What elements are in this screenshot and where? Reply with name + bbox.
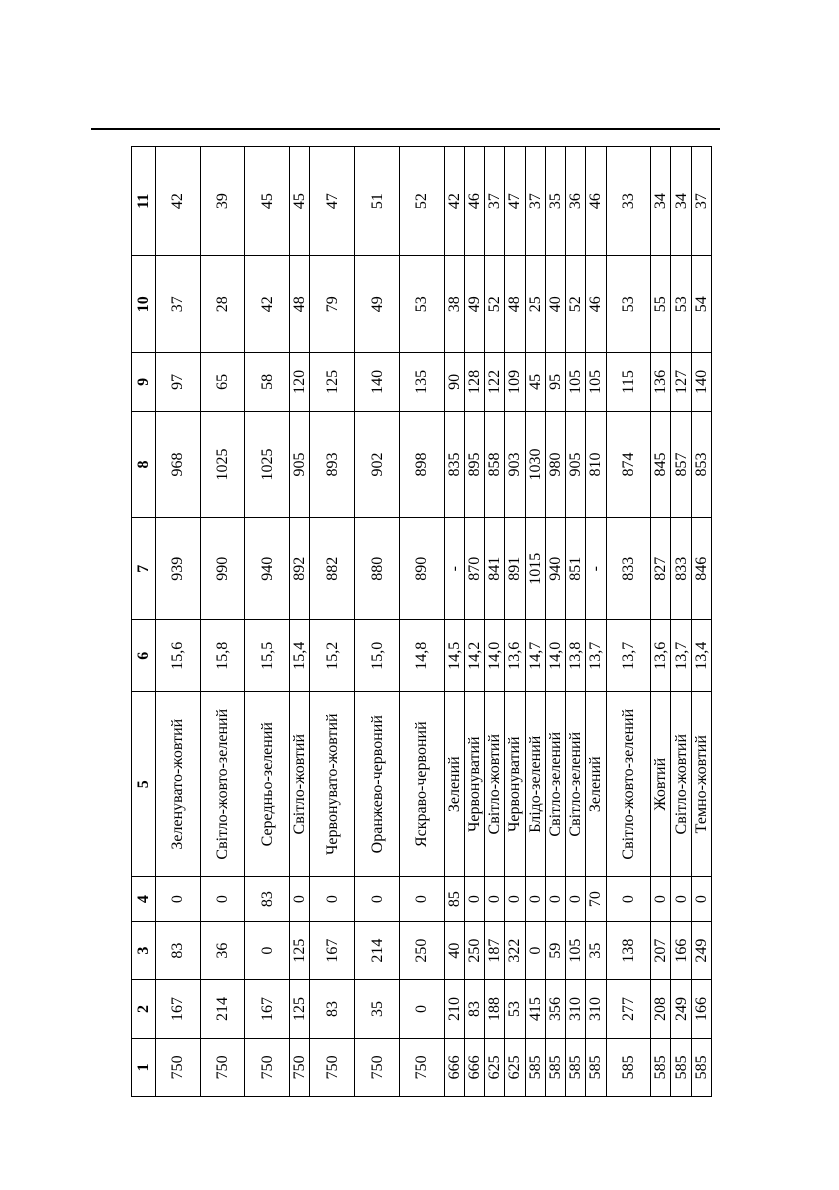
table-cell: 0 <box>505 877 525 922</box>
table-cell: 53 <box>505 980 525 1038</box>
table-cell: 585 <box>525 1038 545 1096</box>
table-cell: 585 <box>671 1038 691 1096</box>
table-cell: 14,5 <box>444 620 464 692</box>
table-cell: 79 <box>310 256 355 353</box>
table-cell: 585 <box>566 1038 586 1096</box>
table-cell: 115 <box>606 353 651 411</box>
table-cell: 0 <box>651 877 671 922</box>
table-cell: 893 <box>310 411 355 518</box>
table-cell: 83 <box>156 921 201 979</box>
table-cell: Темно-жовтий <box>691 692 711 877</box>
table-row <box>444 147 464 1097</box>
table-cell: 46 <box>464 147 484 256</box>
table-cell: 585 <box>651 1038 671 1096</box>
table-cell: 898 <box>399 411 444 518</box>
table-cell: 891 <box>505 518 525 620</box>
table-cell: 13,8 <box>566 620 586 692</box>
rotated-table-container <box>131 146 712 1097</box>
table-row <box>525 147 545 1097</box>
table-cell: 750 <box>399 1038 444 1096</box>
table-cell: Світло-зелений <box>566 692 586 877</box>
table-cell: 585 <box>586 1038 606 1096</box>
table-cell: 138 <box>606 921 651 979</box>
table-cell: 55 <box>651 256 671 353</box>
table-cell: 905 <box>290 411 310 518</box>
table-cell: 1025 <box>245 411 290 518</box>
table-cell: 37 <box>525 147 545 256</box>
table-cell: 52 <box>485 256 505 353</box>
table-cell: 1025 <box>200 411 245 518</box>
table-cell: Зелений <box>586 692 606 877</box>
column-header: 4 <box>132 877 156 922</box>
table-cell: 14,7 <box>525 620 545 692</box>
table-row <box>464 147 484 1097</box>
table-cell: Світло-жовтий <box>290 692 310 877</box>
table-cell: 42 <box>245 256 290 353</box>
table-cell: 47 <box>310 147 355 256</box>
column-header: 3 <box>132 921 156 979</box>
table-cell: 140 <box>355 353 400 411</box>
table-cell: 356 <box>545 980 565 1038</box>
table-cell: 833 <box>671 518 691 620</box>
table-cell: 310 <box>586 980 606 1038</box>
table-cell: 625 <box>485 1038 505 1096</box>
table-row <box>156 147 201 1097</box>
table-cell: 15,6 <box>156 620 201 692</box>
table-cell: 208 <box>651 980 671 1038</box>
table-cell: 874 <box>606 411 651 518</box>
table-cell: 940 <box>545 518 565 620</box>
table-cell: 310 <box>566 980 586 1038</box>
table-cell: 42 <box>156 147 201 256</box>
table-cell: 0 <box>525 921 545 979</box>
table-cell: 905 <box>566 411 586 518</box>
table-cell: - <box>586 518 606 620</box>
table-cell: 48 <box>290 256 310 353</box>
table-cell: 127 <box>671 353 691 411</box>
table-cell: 0 <box>566 877 586 922</box>
table-cell: 939 <box>156 518 201 620</box>
column-header: 5 <box>132 692 156 877</box>
table-row <box>566 147 586 1097</box>
table-cell: 250 <box>464 921 484 979</box>
table-cell: 105 <box>566 353 586 411</box>
table-cell: 666 <box>444 1038 464 1096</box>
table-cell: 28 <box>200 256 245 353</box>
table-cell: 14,2 <box>464 620 484 692</box>
table-cell: 125 <box>310 353 355 411</box>
table-cell: 0 <box>691 877 711 922</box>
table-cell: 750 <box>156 1038 201 1096</box>
table-cell: 90 <box>444 353 464 411</box>
table-cell: 13,7 <box>606 620 651 692</box>
table-cell: 585 <box>691 1038 711 1096</box>
table-cell: 48 <box>505 256 525 353</box>
table-cell: 853 <box>691 411 711 518</box>
table-cell: 750 <box>355 1038 400 1096</box>
table-cell: 880 <box>355 518 400 620</box>
table-cell: 15,2 <box>310 620 355 692</box>
table-cell: 34 <box>671 147 691 256</box>
table-row <box>290 147 310 1097</box>
column-header: 9 <box>132 353 156 411</box>
table-cell: 125 <box>290 980 310 1038</box>
table-cell: 49 <box>355 256 400 353</box>
table-cell: 968 <box>156 411 201 518</box>
table-cell: 0 <box>525 877 545 922</box>
table-cell: 0 <box>355 877 400 922</box>
table-cell: 51 <box>355 147 400 256</box>
table-cell: 120 <box>290 353 310 411</box>
table-cell: 52 <box>566 256 586 353</box>
table-cell: 835 <box>444 411 464 518</box>
table-cell: 585 <box>606 1038 651 1096</box>
table-cell: 33 <box>606 147 651 256</box>
table-cell: 15,4 <box>290 620 310 692</box>
table-cell: 47 <box>505 147 525 256</box>
table-body <box>156 147 712 1097</box>
rotated-table-area <box>131 146 712 1097</box>
table-cell: 53 <box>606 256 651 353</box>
table-cell: 40 <box>545 256 565 353</box>
table-cell: 980 <box>545 411 565 518</box>
table-row <box>245 147 290 1097</box>
table-cell: Червонувато-жовтий <box>310 692 355 877</box>
table-cell: 15,8 <box>200 620 245 692</box>
table-cell: 415 <box>525 980 545 1038</box>
table-cell: 249 <box>671 980 691 1038</box>
table-cell: 846 <box>691 518 711 620</box>
table-cell: 187 <box>485 921 505 979</box>
table-cell: 15,0 <box>355 620 400 692</box>
table-cell: 15,5 <box>245 620 290 692</box>
table-cell: 166 <box>691 980 711 1038</box>
table-cell: 0 <box>671 877 691 922</box>
table-cell: 53 <box>399 256 444 353</box>
table-cell: 140 <box>691 353 711 411</box>
table-cell: Середньо-зелений <box>245 692 290 877</box>
table-cell: 870 <box>464 518 484 620</box>
table-cell: 37 <box>485 147 505 256</box>
table-cell: 833 <box>606 518 651 620</box>
table-cell: 750 <box>290 1038 310 1096</box>
table-cell: 857 <box>671 411 691 518</box>
table-cell: 166 <box>671 921 691 979</box>
table-cell: 105 <box>566 921 586 979</box>
table-cell: 25 <box>525 256 545 353</box>
table-cell: 207 <box>651 921 671 979</box>
table-cell: Яскраво-червоний <box>399 692 444 877</box>
table-cell: 122 <box>485 353 505 411</box>
table-cell: 0 <box>464 877 484 922</box>
table-cell: 105 <box>586 353 606 411</box>
table-cell: 45 <box>290 147 310 256</box>
table-cell: 109 <box>505 353 525 411</box>
table-row <box>355 147 400 1097</box>
table-cell: 39 <box>200 147 245 256</box>
table-cell: 188 <box>485 980 505 1038</box>
table-cell: 841 <box>485 518 505 620</box>
table-cell: 13,6 <box>651 620 671 692</box>
table-cell: 35 <box>355 980 400 1038</box>
table-cell: 35 <box>545 147 565 256</box>
table-cell: 14,0 <box>485 620 505 692</box>
table-row <box>606 147 651 1097</box>
table-cell: 36 <box>566 147 586 256</box>
table-row <box>310 147 355 1097</box>
table-cell: 128 <box>464 353 484 411</box>
table-row <box>651 147 671 1097</box>
table-cell: 585 <box>545 1038 565 1096</box>
table-cell: Червонуватий <box>464 692 484 877</box>
table-cell: 1015 <box>525 518 545 620</box>
table-cell: 83 <box>464 980 484 1038</box>
table-cell: 940 <box>245 518 290 620</box>
column-header: 1 <box>132 1038 156 1096</box>
table-cell: 13,4 <box>691 620 711 692</box>
table-cell: Жовтий <box>651 692 671 877</box>
table-cell: 58 <box>245 353 290 411</box>
table-cell: 83 <box>245 877 290 922</box>
table-cell: 845 <box>651 411 671 518</box>
table-row <box>200 147 245 1097</box>
table-cell: 277 <box>606 980 651 1038</box>
table-cell: 38 <box>444 256 464 353</box>
table-cell: 0 <box>399 980 444 1038</box>
table-cell: 135 <box>399 353 444 411</box>
table-cell: 45 <box>525 353 545 411</box>
table-row <box>671 147 691 1097</box>
table-cell: 13,7 <box>671 620 691 692</box>
table-cell: 40 <box>444 921 464 979</box>
table-cell: 214 <box>200 980 245 1038</box>
table-cell: 0 <box>200 877 245 922</box>
data-table <box>131 146 712 1097</box>
table-cell: 14,8 <box>399 620 444 692</box>
table-cell: Світло-зелений <box>545 692 565 877</box>
table-cell: 827 <box>651 518 671 620</box>
table-row <box>505 147 525 1097</box>
table-cell: 46 <box>586 147 606 256</box>
table-cell: 250 <box>399 921 444 979</box>
table-cell: 990 <box>200 518 245 620</box>
table-row <box>691 147 711 1097</box>
header-row <box>132 147 156 1097</box>
table-cell: 167 <box>245 980 290 1038</box>
table-cell: Червонуватий <box>505 692 525 877</box>
table-cell: 0 <box>310 877 355 922</box>
table-cell: 0 <box>156 877 201 922</box>
table-cell: Світло-жовтий <box>485 692 505 877</box>
table-cell: 0 <box>399 877 444 922</box>
table-cell: 210 <box>444 980 464 1038</box>
table-cell: 249 <box>691 921 711 979</box>
table-cell: 35 <box>586 921 606 979</box>
table-cell: 851 <box>566 518 586 620</box>
table-cell: 13,6 <box>505 620 525 692</box>
table-cell: 37 <box>156 256 201 353</box>
table-cell: 53 <box>671 256 691 353</box>
column-header: 2 <box>132 980 156 1038</box>
table-cell: 1030 <box>525 411 545 518</box>
table-cell: 65 <box>200 353 245 411</box>
table-cell: 858 <box>485 411 505 518</box>
table-cell: 125 <box>290 921 310 979</box>
table-cell: 625 <box>505 1038 525 1096</box>
table-cell: 45 <box>245 147 290 256</box>
table-cell: 37 <box>691 147 711 256</box>
table-cell: 167 <box>156 980 201 1038</box>
table-cell: 54 <box>691 256 711 353</box>
table-cell: 882 <box>310 518 355 620</box>
table-cell: 14,0 <box>545 620 565 692</box>
column-header: 11 <box>132 147 156 256</box>
table-cell: 0 <box>606 877 651 922</box>
column-header: 7 <box>132 518 156 620</box>
table-cell: 750 <box>310 1038 355 1096</box>
header-rule <box>91 128 720 130</box>
table-cell: 167 <box>310 921 355 979</box>
table-row <box>545 147 565 1097</box>
column-header: 8 <box>132 411 156 518</box>
table-cell: 810 <box>586 411 606 518</box>
table-cell: 214 <box>355 921 400 979</box>
table-cell: Оранжево-червоний <box>355 692 400 877</box>
table-cell: 49 <box>464 256 484 353</box>
table-row <box>485 147 505 1097</box>
table-cell: 59 <box>545 921 565 979</box>
table-cell: 890 <box>399 518 444 620</box>
table-row <box>586 147 606 1097</box>
table-cell: 52 <box>399 147 444 256</box>
column-header: 10 <box>132 256 156 353</box>
table-cell: 0 <box>290 877 310 922</box>
table-cell: 13,7 <box>586 620 606 692</box>
table-cell: 46 <box>586 256 606 353</box>
table-cell: 136 <box>651 353 671 411</box>
table-cell: 903 <box>505 411 525 518</box>
table-cell: 42 <box>444 147 464 256</box>
table-cell: Світло-жовто-зелений <box>200 692 245 877</box>
table-cell: 902 <box>355 411 400 518</box>
table-cell: Світло-жовтий <box>671 692 691 877</box>
table-cell: 892 <box>290 518 310 620</box>
table-cell: Світло-жовто-зелений <box>606 692 651 877</box>
table-cell: 322 <box>505 921 525 979</box>
table-cell: 750 <box>245 1038 290 1096</box>
table-cell: 83 <box>310 980 355 1038</box>
column-header: 6 <box>132 620 156 692</box>
table-cell: 666 <box>464 1038 484 1096</box>
table-cell: 85 <box>444 877 464 922</box>
table-cell: Зелений <box>444 692 464 877</box>
table-cell: 0 <box>245 921 290 979</box>
table-cell: 34 <box>651 147 671 256</box>
table-cell: 36 <box>200 921 245 979</box>
table-cell: Зеленувато-жовтий <box>156 692 201 877</box>
table-cell: 750 <box>200 1038 245 1096</box>
table-cell: - <box>444 518 464 620</box>
table-cell: 0 <box>545 877 565 922</box>
table-cell: 70 <box>586 877 606 922</box>
table-row <box>399 147 444 1097</box>
table-cell: 895 <box>464 411 484 518</box>
table-cell: 97 <box>156 353 201 411</box>
table-cell: 0 <box>485 877 505 922</box>
table-cell: Блідо-зелений <box>525 692 545 877</box>
table-cell: 95 <box>545 353 565 411</box>
